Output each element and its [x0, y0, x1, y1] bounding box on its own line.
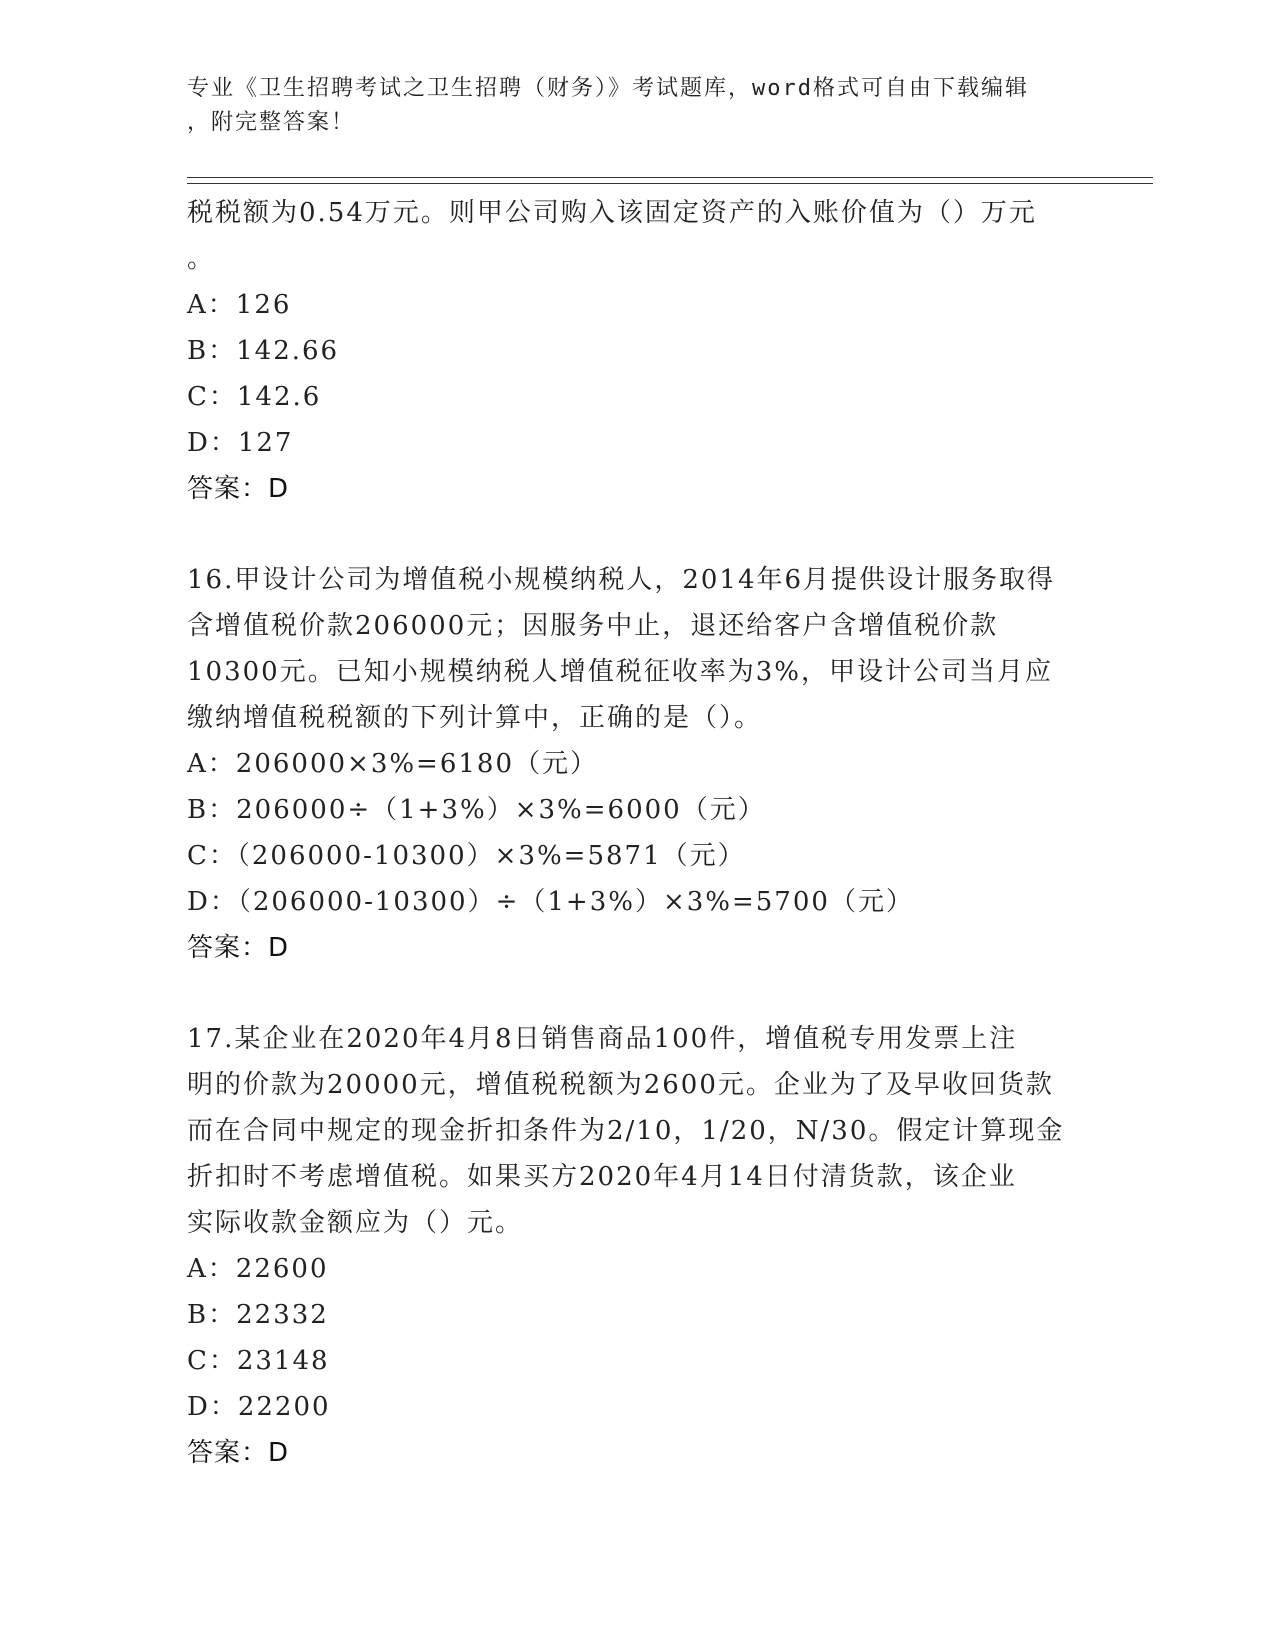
- answer-label: 答案：D: [187, 933, 290, 963]
- option-d: D：127: [187, 428, 294, 458]
- option-c: C：（206000-10300）×3%=5871（元）: [187, 841, 746, 871]
- option-d: D：22200: [187, 1392, 331, 1422]
- option-a: A：206000×3%=6180（元）: [187, 749, 599, 779]
- question-stem-line: 。: [187, 244, 216, 274]
- question-stem-line: 税税额为0.54万元。则甲公司购入该固定资产的入账价值为（）万元: [187, 198, 1037, 228]
- answer-label: 答案：D: [187, 1438, 290, 1468]
- question-stem-line: 实际收款金额应为（）元。: [187, 1208, 524, 1238]
- question-stem-line: 17.某企业在2020年4月8日销售商品100件，增值税专用发票上注: [187, 1024, 1018, 1054]
- header-rule-top: [187, 177, 1153, 178]
- question-stem-line: 折扣时不考虑增值税。如果买方2020年4月14日付清货款，该企业: [187, 1162, 1017, 1192]
- option-c: C：23148: [187, 1346, 330, 1376]
- question-17: [187, 1016, 1087, 1476]
- header-line-2: ，附完整答案！: [187, 110, 356, 135]
- question-stem-line: 缴纳增值税税额的下列计算中，正确的是（）。: [187, 703, 763, 733]
- question-stem-line: 含增值税价款206000元；因服务中止，退还给客户含增值税价款: [187, 611, 999, 641]
- question-gap: [187, 971, 1087, 1016]
- option-c: C：142.6: [187, 382, 322, 412]
- question-16: [187, 557, 1087, 971]
- option-a: A：22600: [187, 1254, 329, 1284]
- question-15: [187, 190, 1087, 512]
- option-a: A：126: [187, 290, 292, 320]
- answer-label: 答案：D: [187, 474, 290, 504]
- question-list: [187, 190, 1087, 1476]
- question-stem-line: 10300元。已知小规模纳税人增值税征收率为3%，甲设计公司当月应: [187, 657, 1053, 687]
- question-stem-line: 明的价款为20000元，增值税税额为2600元。企业为了及早收回货款: [187, 1070, 1054, 1100]
- option-b: B：22332: [187, 1300, 329, 1330]
- header-rule-bottom: [187, 183, 1153, 184]
- question-stem-line: 16.甲设计公司为增值税小规模纳税人，2014年6月提供设计服务取得: [187, 565, 1056, 595]
- question-gap: [187, 512, 1087, 557]
- option-d: D：（206000-10300）÷（1+3%）×3%=5700（元）: [187, 887, 914, 917]
- option-b: B：206000÷（1+3%）×3%=6000（元）: [187, 795, 766, 825]
- option-b: B：142.66: [187, 336, 340, 366]
- header-line-1: 专业《卫生招聘考试之卫生招聘（财务）》考试题库，word格式可自由下载编辑: [187, 76, 1029, 101]
- question-stem-line: 而在合同中规定的现金折扣条件为2/10，1/20，N/30。假定计算现金: [187, 1116, 1065, 1146]
- page-header: [187, 72, 1067, 140]
